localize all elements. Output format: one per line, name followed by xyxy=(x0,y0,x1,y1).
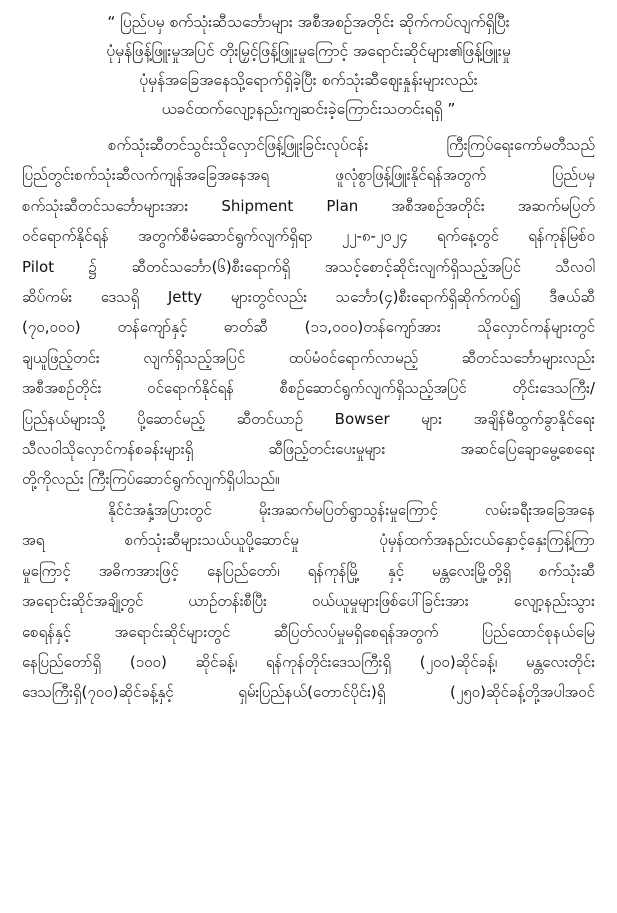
paragraph-line: စက်သုံးဆီတင်သွင်းသိုလှောင်ဖြန့်ဖြူးခြင်းလုပ်ငန်း ကြီးကြပ်ရေးကော်မတီသည် xyxy=(108,136,595,154)
headline xyxy=(22,8,595,124)
paragraph-line: ဒေသကြီးရှိ(၇၀၀)ဆိုင်ခန့်နှင့် ရှမ်းပြည်နယ်(တောင်ပိုင်း)ရှိ (၂၅၀)ဆိုင်ခန့်တို့အပါအဝင် xyxy=(22,683,595,702)
headline-line: ပုံမှန်အခြေအနေသို့ရောက်ရှိခဲ့ပြီး စက်သုံးဆီဈေးနှုန်းများလည်း xyxy=(139,71,478,89)
paragraph-line: အရောင်းဆိုင်အချို့တွင် ယာဉ်တန်းစီပြီး ဝယ်ယူမှုများဖြစ်ပေါ်ခြင်းအား လျော့နည်းသွား xyxy=(22,592,595,611)
body-paragraph xyxy=(22,495,595,708)
headline-line: “ ပြည်ပမှ စက်သုံးဆီသင်္ဘောများ အစီအစဉ်အတိုင်း ဆိုက်ကပ်လျက်ရှိပြီး xyxy=(107,13,510,31)
paragraph-line: မှုကြောင့် အဓိကအားဖြင့် နေပြည်တော်၊ ရန်ကုန်မြို့ နှင့် မန္တလေးမြို့တို့ရှိ စက်သုံးဆီ xyxy=(22,561,595,580)
paragraph-line: (၇၀,၀၀၀) တန်ကျော်နှင့် ဓာတ်ဆီ (၁၁,၀၀၀)တန်ကျော်အား သိုလှောင်ကန်များတွင် xyxy=(22,318,595,337)
headline-line: ယခင်ထက်လျော့နည်းကျဆင်းခဲ့ကြောင်းသတင်းရရှိ ” xyxy=(161,100,456,118)
paragraph-line: အရ စက်သုံးဆီများသယ်ယူပို့ဆောင်မှု ပုံမှန်ထက်အနည်းငယ်နှောင့်နှေးကြန့်ကြာ xyxy=(22,531,595,550)
paragraph-line: ဆိပ်ကမ်း ဒေသရှိ Jetty များတွင်လည်း သင်္ဘော(၄)စီးရောက်ရှိဆိုက်ကပ်၍ ဒီဇယ်ဆီ xyxy=(22,288,595,307)
paragraph-line: ချယူဖြည့်တင်း လျက်ရှိသည့်အပြင် ထပ်မံဝင်ရောက်လာမည့် ဆီတင်သင်္ဘောများလည်း xyxy=(22,348,595,367)
paragraph-line: Pilot ၌ ဆီတင်သင်္ဘော(၆)စီးရောက်ရှိ အသင့်စောင့်ဆိုင်းလျက်ရှိသည့်အပြင် သီလဝါ xyxy=(22,257,595,276)
paragraph-line: ဝင်ရောက်နိုင်ရန် အတွက်စီမံဆောင်ရွက်လျက်ရှိရာ ၂၂-၈-၂၀၂၄ ရက်နေ့တွင် ရန်ကုန်မြစ်ဝ xyxy=(22,227,595,246)
paragraph-line: နေပြည်တော်ရှိ (၁၀၀) ဆိုင်ခန့်၊ ရန်ကုန်တိုင်းဒေသကြီးရှိ (၂၀၀)ဆိုင်ခန့်၊ မန္တလေးတိုင်း xyxy=(22,652,595,671)
paragraph-line: ပြည်နယ်များသို့ ပို့ဆောင်မည့် ဆီတင်ယာဉ် Bowser များ အချိန်မီထွက်ခွာနိုင်ရေး xyxy=(22,409,595,428)
headline-line: ပုံမှန်ဖြန့်ဖြူးမှုအပြင် တိုးမြှင့်ဖြန့်ဖြူးမှုကြောင့် အရောင်းဆိုင်များ၏ဖြန့်ဖြူးမှု xyxy=(106,42,511,60)
paragraph-line: စေရန်နှင့် အရောင်းဆိုင်များတွင် ဆီပြတ်လပ်မှုမရှိစေရန်အတွက် ပြည်ထောင်စုနယ်မြေ xyxy=(22,622,595,641)
body-paragraph xyxy=(22,130,595,495)
paragraph-line: သီလဝါသိုလှောင်ကန်စခန်းများရှိ ဆီဖြည့်တင်းပေးမှုများ အဆင်ပြေချောမွေ့စေရေး xyxy=(22,440,595,459)
paragraph-line: နိုင်ငံအနှံ့အပြားတွင် မိုးအဆက်မပြတ်ရွာသွန်းမှုကြောင့် လမ်းခရီးအခြေအနေ xyxy=(108,500,595,519)
paragraph-line: တို့ကိုလည်း ကြီးကြပ်ဆောင်ရွက်လျက်ရှိပါသည်။ xyxy=(22,470,280,489)
paragraph-line: အစီအစဉ်တိုင်း ဝင်ရောက်နိုင်ရန် စီစဉ်ဆောင်ရွက်လျက်ရှိသည့်အပြင် တိုင်းဒေသကြီး/ xyxy=(22,379,595,398)
paragraph-line: စက်သုံးဆီတင်သင်္ဘောများအား Shipment Plan အစီအစဉ်အတိုင်း အဆက်မပြတ် xyxy=(22,196,595,215)
paragraph-line: ပြည်တွင်းစက်သုံးဆီလက်ကျန်အခြေအနေအရ ဖူလုံစွာဖြန့်ဖြူးနိုင်ရန်အတွက် ပြည်ပမှ xyxy=(22,166,595,185)
